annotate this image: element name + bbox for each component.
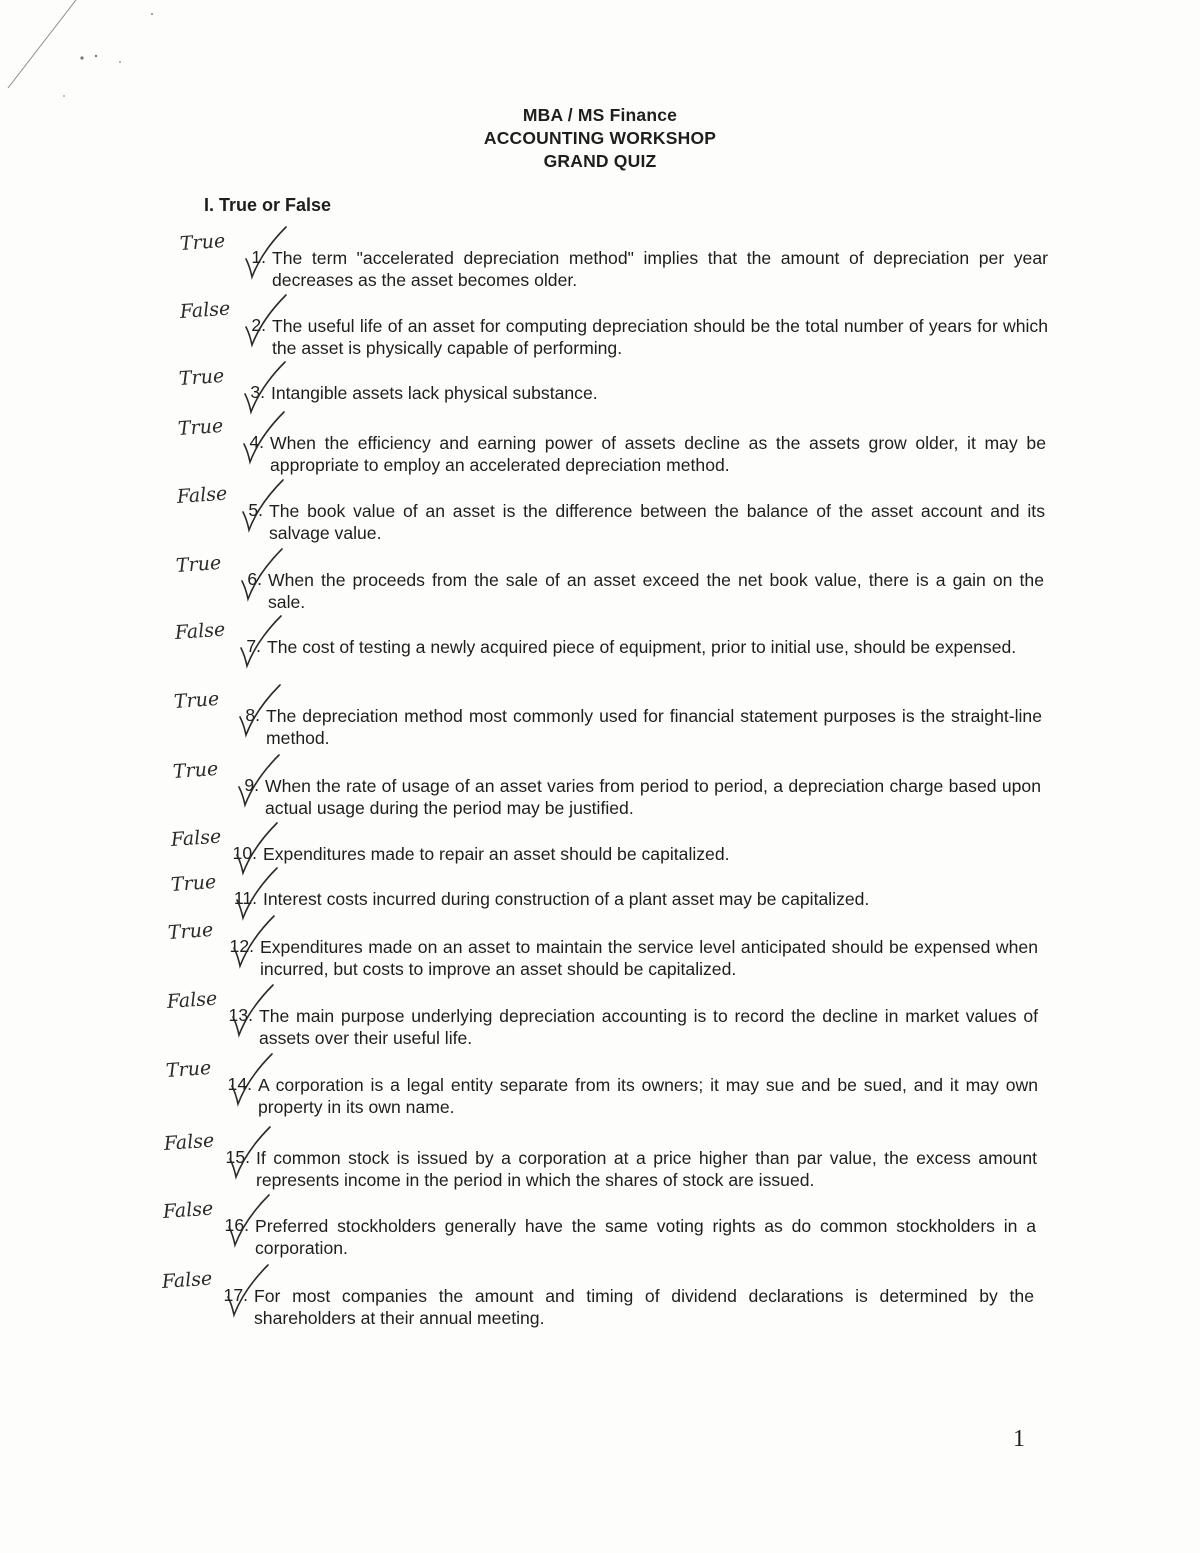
- handwritten-answer-mark: True: [172, 757, 219, 783]
- question-text: Expenditures made to repair an asset should be capitalized.: [263, 844, 730, 864]
- question-number: 1.: [251, 247, 266, 267]
- handwritten-answer-mark: False: [166, 987, 218, 1013]
- handwritten-answer-mark: True: [179, 229, 226, 255]
- question-number: 6.: [247, 569, 262, 589]
- handwritten-answer-mark: True: [167, 918, 214, 944]
- question-number: 17.: [223, 1285, 248, 1305]
- question-text: The cost of testing a newly acquired piece of equipment, prior to initial use, should be expensed.: [267, 637, 1017, 657]
- quiz-title: GRAND QUIZ: [543, 151, 657, 171]
- handwritten-answer-mark: True: [165, 1056, 212, 1082]
- program-title: MBA / MS Finance: [522, 105, 678, 125]
- question-number: 12.: [229, 936, 254, 956]
- question-number: 16.: [224, 1215, 249, 1235]
- question-text: Expenditures made on an asset to maintain the service level anticipated should be expensed when incurred, but costs to improve an asset should be capitalized.: [260, 937, 1038, 979]
- handwritten-answer-mark: False: [161, 1267, 213, 1293]
- question-number: 13.: [228, 1005, 253, 1025]
- question-number: 2.: [251, 315, 266, 335]
- workshop-title: ACCOUNTING WORKSHOP: [483, 128, 717, 148]
- question-text: If common stock is issued by a corporation at a price higher than par value, the excess amount represents income in the period in which the shares of stock are issued.: [256, 1148, 1037, 1190]
- question-text: The book value of an asset is the difference between the balance of the asset account and its salvage value.: [269, 501, 1045, 543]
- question-number: 11.: [233, 888, 257, 908]
- question-text: Preferred stockholders generally have the same voting rights as do common stockholders in a corporation.: [255, 1216, 1036, 1258]
- question-number: 14.: [227, 1074, 252, 1094]
- handwritten-answer-mark: True: [173, 687, 220, 713]
- handwritten-answer-mark: False: [176, 482, 228, 508]
- handwritten-answer-mark: False: [179, 297, 231, 323]
- handwritten-answer-mark: True: [170, 870, 217, 896]
- quiz-header: [0, 104, 1200, 173]
- question-text: A corporation is a legal entity separate from its owners; it may sue and be sued, and it may own property in its own name.: [258, 1075, 1038, 1117]
- scan-artifact-line: [0, 0, 200, 120]
- section-title: I. True or False: [204, 195, 332, 215]
- question-number: 4.: [249, 432, 264, 452]
- question-text: The term "accelerated depreciation method" implies that the amount of depreciation per year decreases as the asset becomes older.: [272, 248, 1048, 290]
- question-text: When the efficiency and earning power of assets decline as the assets grow older, it may be appropriate to employ an accelerated depreciation method.: [270, 433, 1046, 475]
- question-text: The useful life of an asset for computing depreciation should be the total number of years for which the asset is physically capable of performing.: [272, 316, 1048, 358]
- question-text: The depreciation method most commonly used for financial statement purposes is the straight-line method.: [266, 706, 1042, 748]
- question-text: Interest costs incurred during construction of a plant asset may be capitalized.: [263, 889, 870, 909]
- question-text: For most companies the amount and timing of dividend declarations is determined by the shareholders at their annual meeting.: [254, 1286, 1034, 1328]
- handwritten-answer-mark: False: [163, 1129, 215, 1155]
- handwritten-answer-mark: False: [174, 618, 226, 644]
- question-number: 10.: [232, 843, 257, 863]
- question-number: 8.: [245, 705, 260, 725]
- question-number: 9.: [244, 775, 259, 795]
- question-text: The main purpose underlying depreciation accounting is to record the decline in market values of assets over their useful life.: [259, 1006, 1038, 1048]
- question-number: 5.: [248, 500, 263, 520]
- question-text: When the rate of usage of an asset varies from period to period, a depreciation charge based upon actual usage during the period may be justified.: [265, 776, 1041, 818]
- handwritten-answer-mark: True: [175, 551, 222, 577]
- page-number: 1: [1013, 1426, 1025, 1452]
- handwritten-answer-mark: True: [178, 364, 225, 390]
- question-number: 7.: [246, 636, 261, 656]
- handwritten-answer-mark: False: [162, 1197, 214, 1223]
- question-number: 3.: [250, 382, 265, 402]
- question-number: 15.: [225, 1147, 250, 1167]
- handwritten-answer-mark: True: [177, 414, 224, 440]
- question-text: Intangible assets lack physical substance.: [271, 383, 598, 403]
- question-text: When the proceeds from the sale of an asset exceed the net book value, there is a gain on the sale.: [268, 570, 1044, 612]
- handwritten-answer-mark: False: [170, 825, 222, 851]
